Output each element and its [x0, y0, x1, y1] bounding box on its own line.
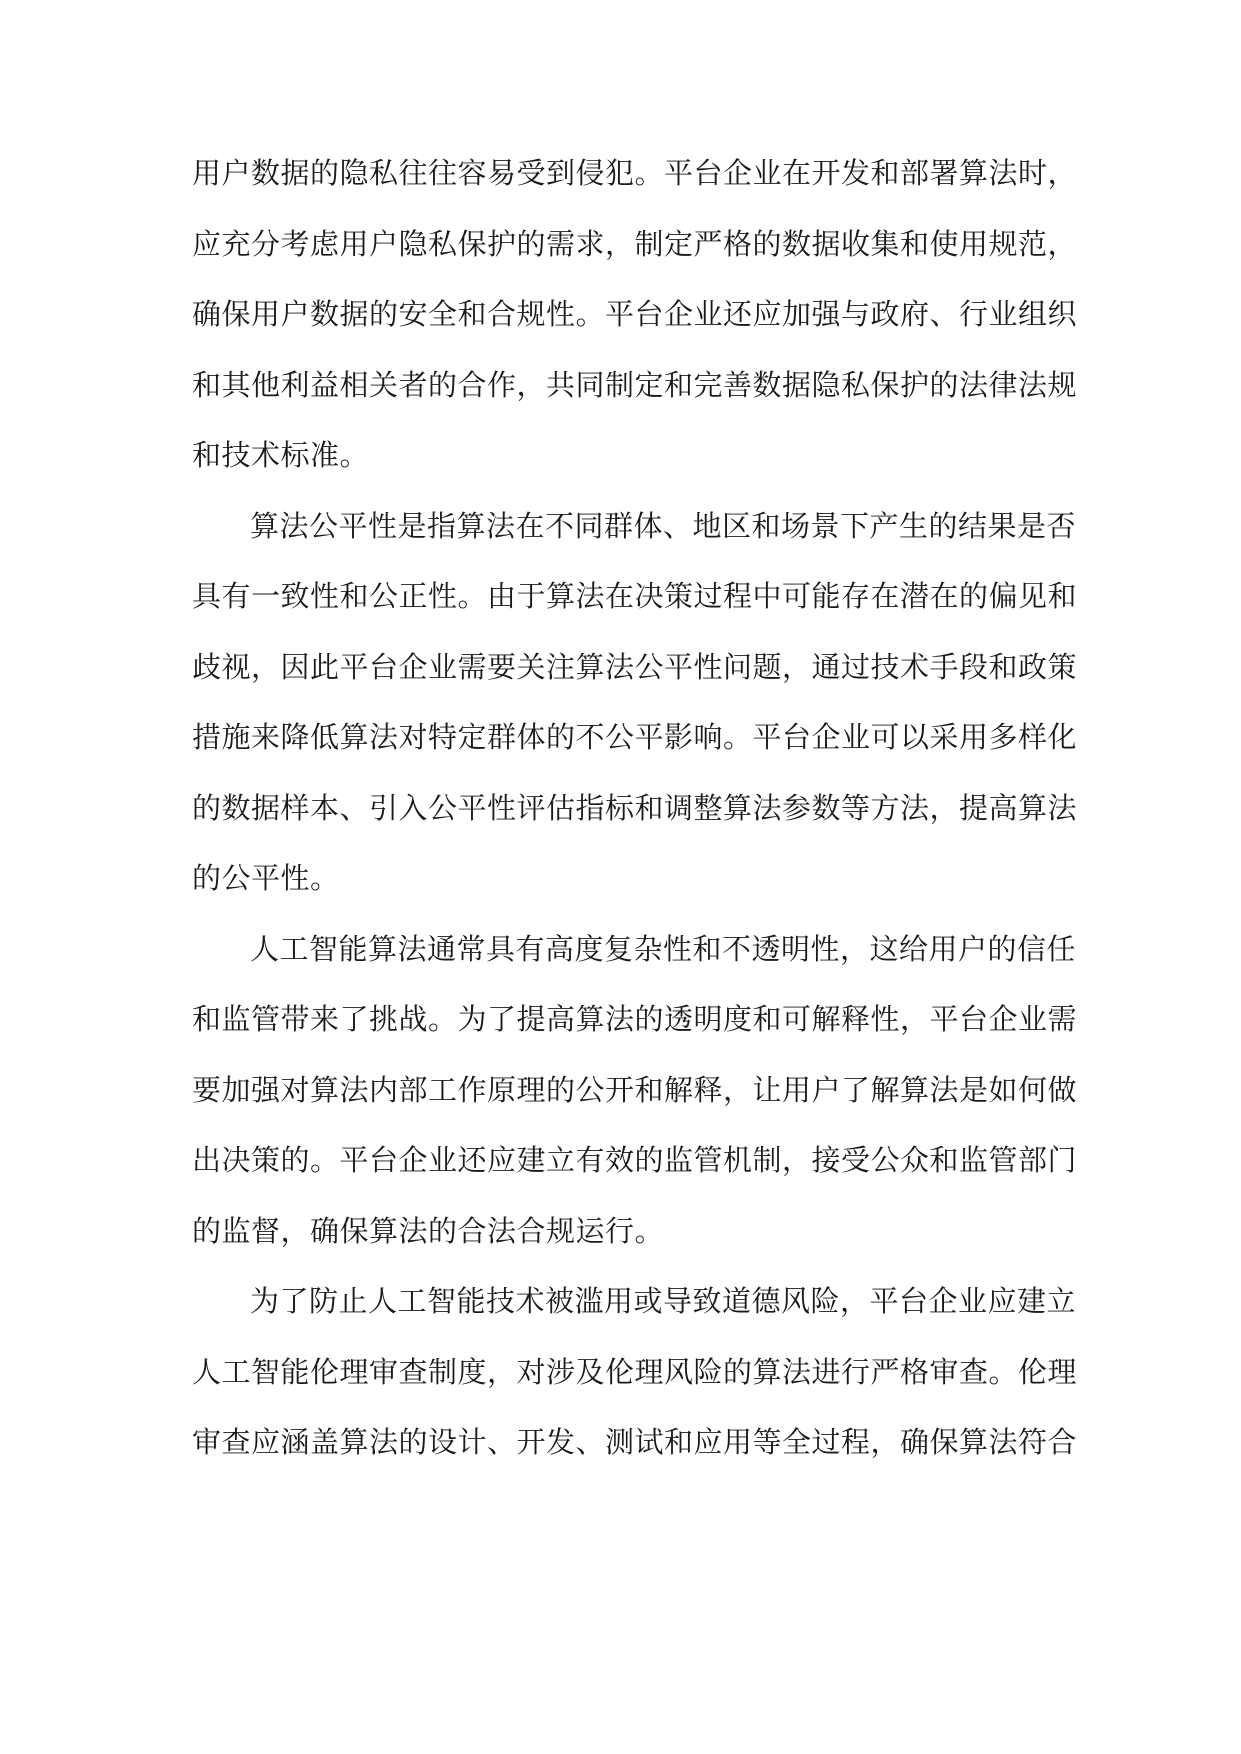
paragraph-ethics — [192, 1266, 1078, 1478]
text-line: 的数据样本、引入公平性评估指标和调整算法参数等方法，提高算法 — [192, 790, 1078, 825]
text-line: 算法公平性是指算法在不同群体、地区和场景下产生的结果是否 — [250, 508, 1077, 543]
text-line: 为了防止人工智能技术被滥用或导致道德风险，平台企业应建立 — [250, 1284, 1077, 1318]
text-line: 具有一致性和公正性。由于算法在决策过程中可能存在潜在的偏见和 — [192, 579, 1078, 613]
text-line: 的公平性。 — [192, 861, 340, 895]
text-line: 和监管带来了挑战。为了提高算法的透明度和可解释性，平台企业需 — [192, 1002, 1078, 1036]
text-line: 的监督，确保算法的合法合规运行。 — [192, 1213, 665, 1248]
text-line: 人工智能伦理审查制度，对涉及伦理风险的算法进行严格审查。伦理 — [192, 1354, 1078, 1389]
paragraph-fairness — [192, 491, 1078, 914]
paragraph-transparency — [192, 914, 1078, 1267]
text-line: 歧视，因此平台企业需要关注算法公平性问题，通过技术手段和政策 — [192, 649, 1078, 684]
text-line: 用户数据的隐私往往容易受到侵犯。平台企业在开发和部署算法时， — [192, 156, 1078, 190]
text-line: 出决策的。平台企业还应建立有效的监管机制，接受公众和监管部门 — [192, 1143, 1078, 1177]
text-line: 和其他利益相关者的合作，共同制定和完善数据隐私保护的法律法规 — [192, 367, 1078, 402]
text-line: 要加强对算法内部工作原理的公开和解释，让用户了解算法是如何做 — [192, 1072, 1078, 1107]
text-line: 审查应涵盖算法的设计、开发、测试和应用等全过程，确保算法符合 — [192, 1425, 1078, 1459]
text-line: 人工智能算法通常具有高度复杂性和不透明性，这给用户的信任 — [250, 931, 1077, 966]
text-line: 和技术标准。 — [192, 438, 370, 472]
text-line: 措施来降低算法对特定群体的不公平影响。平台企业可以采用多样化 — [192, 720, 1078, 754]
paragraph-privacy — [192, 138, 1078, 491]
body-text — [192, 138, 1078, 1478]
text-line: 确保用户数据的安全和合规性。平台企业还应加强与政府、行业组织 — [192, 297, 1078, 331]
text-line: 应充分考虑用户隐私保护的需求，制定严格的数据收集和使用规范， — [192, 226, 1078, 261]
